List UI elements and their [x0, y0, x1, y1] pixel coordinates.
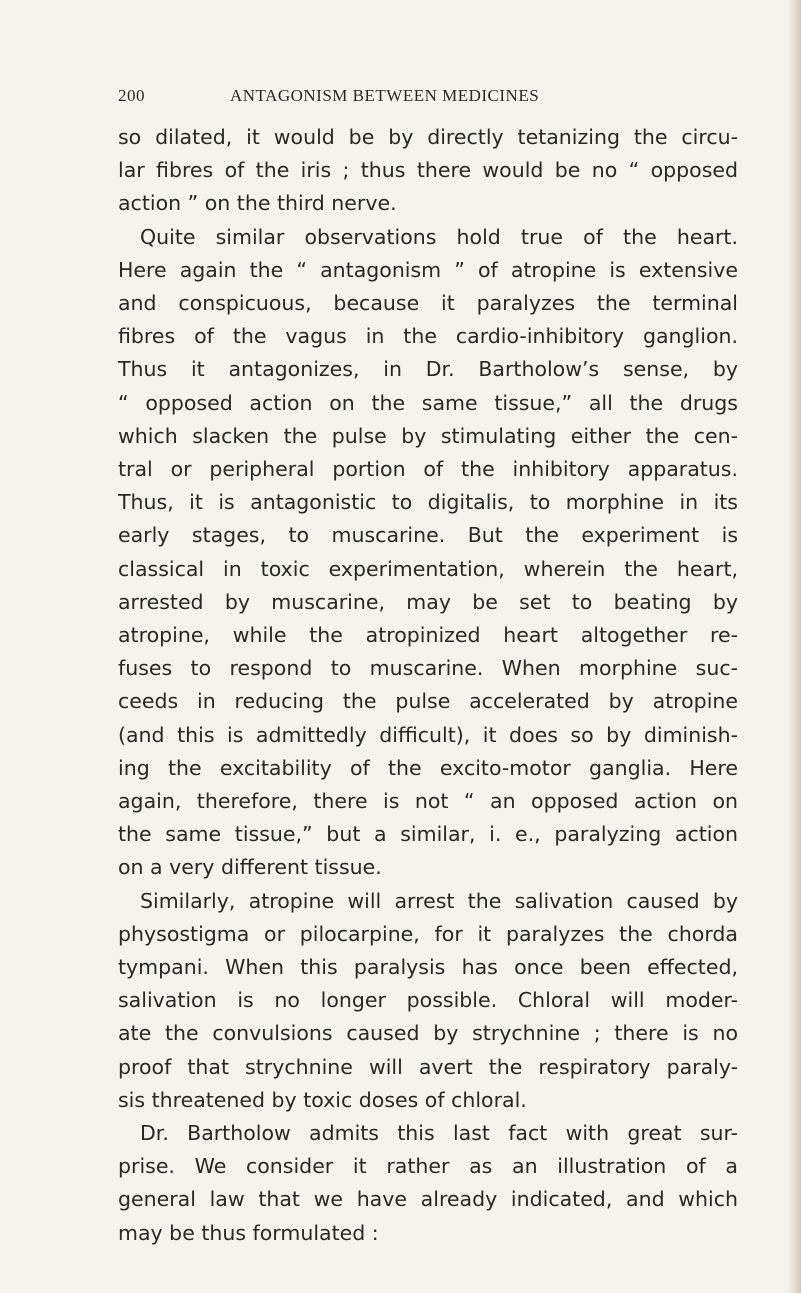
text-line: tympani. When this paralysis has once been effected, [118, 955, 738, 979]
text-line: Dr. Bartholow admits this last fact with great sur- [140, 1121, 738, 1145]
text-line: ate the convulsions caused by strychnine ; there is no [118, 1021, 738, 1046]
text-line: proof that strychnine will avert the respiratory paraly- [118, 1054, 738, 1079]
text-line: Quite similar observations hold true of the heart. [140, 224, 738, 249]
text-line: classical in toxic experimentation, wherein the heart, [118, 556, 738, 581]
text-line: arrested by muscarine, may be set to beating by [118, 589, 738, 614]
text-line: Here again the “ antagonism ” of atropine is extensive [118, 257, 738, 282]
text-line: which slacken the pulse by stimulating either the cen- [118, 423, 738, 448]
text-line: general law that we have already indicated, and which [118, 1187, 738, 1212]
text-line: Similarly, atropine will arrest the salivation caused by [140, 888, 738, 913]
text-line: Thus, it is antagonistic to digitalis, to morphine in its [118, 490, 738, 515]
text-line: and conspicuous, because it paralyzes the terminal [118, 291, 738, 315]
running-title: ANTAGONISM BETWEEN MEDICINES [230, 86, 540, 105]
text-line: again, therefore, there is not “ an opposed action on [118, 789, 738, 813]
text-line: the same tissue,” but a similar, i. e., paralyzing action [118, 822, 738, 847]
text-line: early stages, to muscarine. But the experiment is [118, 523, 738, 548]
text-line: (and this is admittedly difficult), it does so by diminish- [118, 722, 738, 747]
text-line: “ opposed action on the same tissue,” all the drugs [118, 390, 738, 415]
text-line: lar fibres of the iris ; thus there would be no “ opposed [118, 158, 738, 183]
text-line: so dilated, it would be by directly tetanizing the circu- [118, 125, 738, 149]
text-line: physostigma or pilocarpine, for it paralyzes the chorda [118, 921, 738, 946]
text-line: atropine, while the atropinized heart altogether re- [118, 623, 738, 647]
text-line: salivation is no longer possible. Chloral will moder- [118, 988, 738, 1013]
text-line: fibres of the vagus in the cardio-inhibitory ganglion. [118, 324, 738, 349]
page-number: 200 [118, 86, 145, 105]
text-line: may be thus formulated : [118, 1220, 379, 1245]
text-line: ceeds in reducing the pulse accelerated by atropine [118, 689, 738, 714]
text-line: on a very different tissue. [118, 855, 382, 880]
running-head [118, 86, 678, 110]
page-edge-shadow [787, 0, 801, 1293]
text-line: action ” on the third nerve. [118, 191, 397, 216]
text-line: prise. We consider it rather as an illustration of a [118, 1154, 738, 1179]
text-line: sis threatened by toxic doses of chloral. [118, 1087, 527, 1112]
text-line: fuses to respond to muscarine. When morphine suc- [118, 656, 738, 681]
text-line: ing the excitability of the excito-motor ganglia. Here [118, 755, 738, 780]
text-line: Thus it antagonizes, in Dr. Bartholow’s sense, by [118, 357, 738, 382]
text-line: tral or peripheral portion of the inhibitory apparatus. [118, 457, 738, 481]
